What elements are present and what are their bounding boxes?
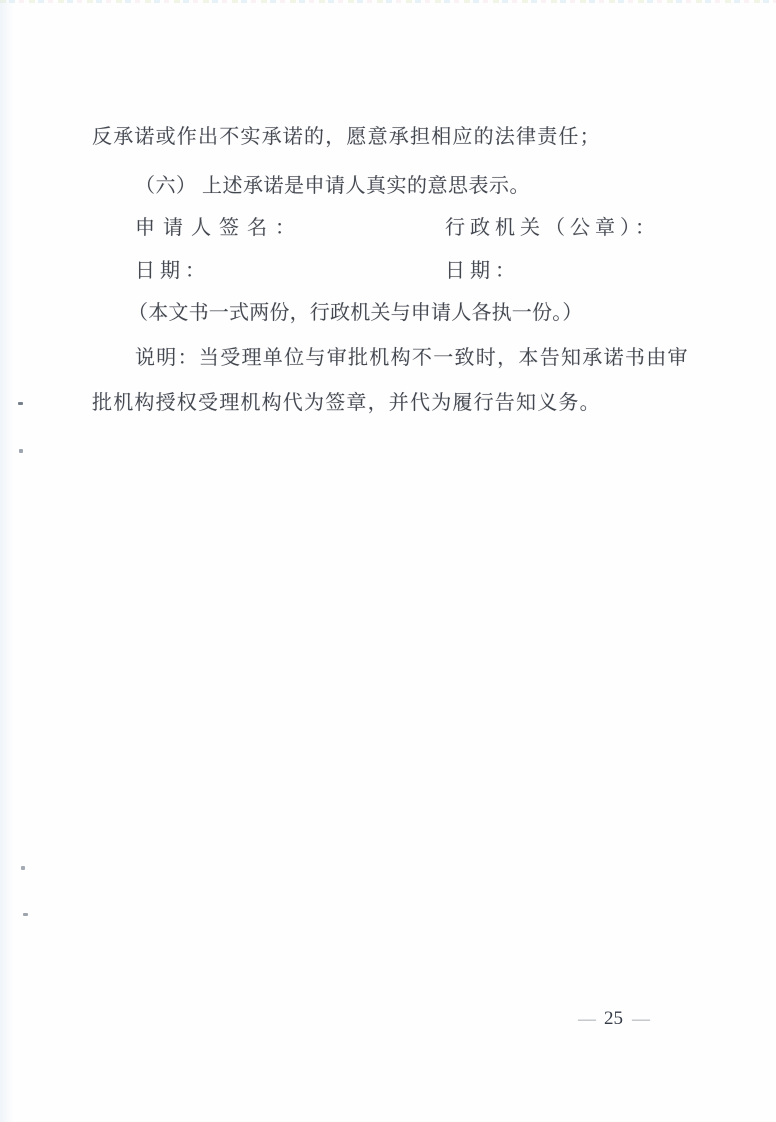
authority-seal-label: 行政机关（公章）： <box>445 217 660 239</box>
page-number-right-dash: — <box>632 1010 649 1028</box>
page-number-left-dash: — <box>578 1010 595 1028</box>
scan-speck <box>18 402 23 405</box>
scan-speck <box>19 449 23 453</box>
clause-six-line: （六） 上述承诺是申请人真实的意思表示。 <box>135 175 530 197</box>
copies-note-line: （本文书一式两份，行政机关与申请人各执一份。） <box>128 302 583 324</box>
page-number <box>578 1008 649 1030</box>
applicant-date-label: 日期： <box>135 260 210 282</box>
scan-speck <box>21 866 25 870</box>
page-number-value: 25 <box>604 1008 623 1029</box>
scan-speck <box>23 913 28 916</box>
authority-date-label: 日期： <box>445 260 520 282</box>
scan-noise-band <box>0 0 776 3</box>
applicant-signature-label: 申请人签名： <box>135 217 303 239</box>
remark-line-1: 说明：当受理单位与审批机构不一致时，本告知承诺书由审 <box>135 347 689 369</box>
remark-line-2: 批机构授权受理机构代为签章，并代为履行告知义务。 <box>92 392 601 414</box>
scan-edge-tint <box>0 0 14 1122</box>
liability-clause-line: 反承诺或作出不实承诺的，愿意承担相应的法律责任； <box>92 126 601 148</box>
